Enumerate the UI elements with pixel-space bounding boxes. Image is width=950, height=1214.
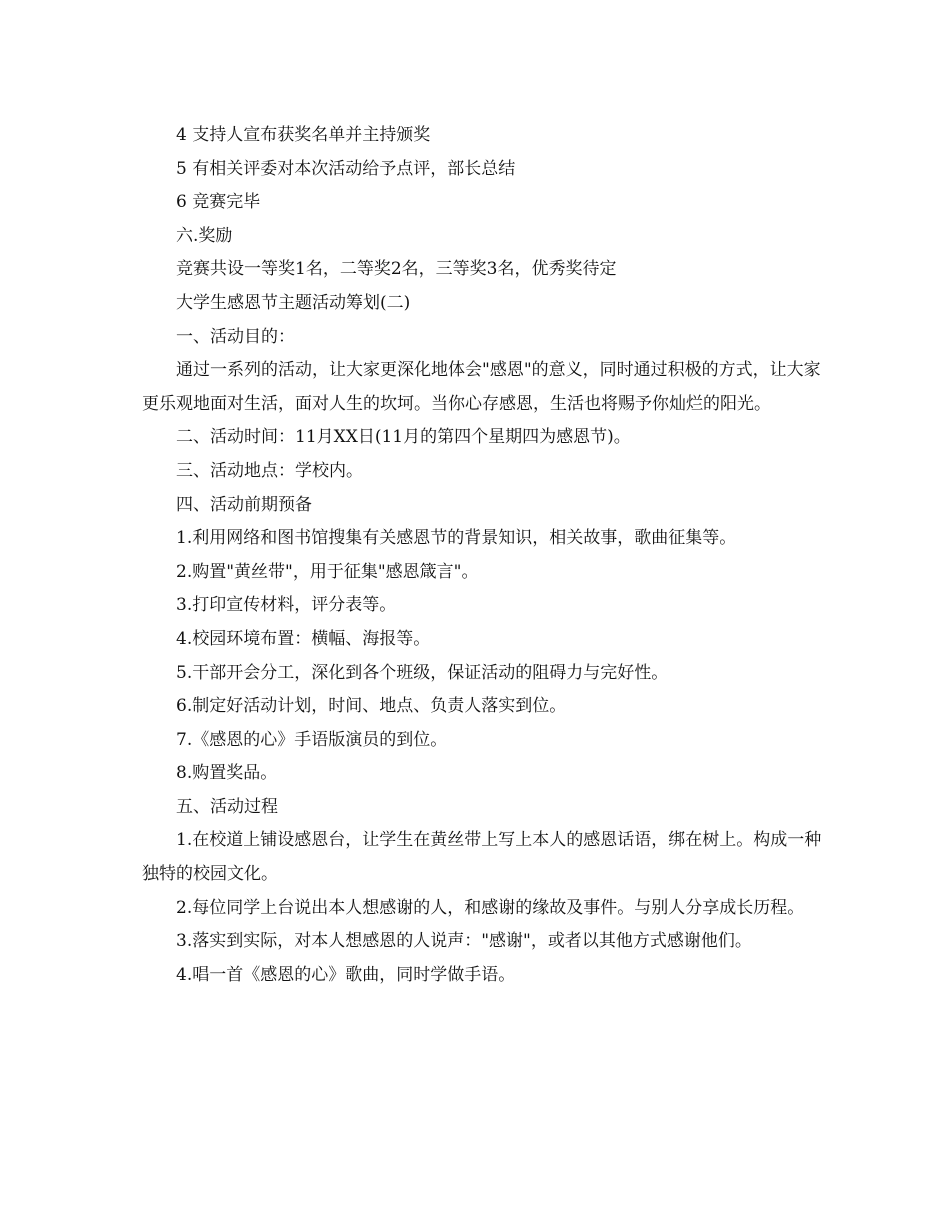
list-item: 6.制定好活动计划，时间、地点、负责人落实到位。 bbox=[176, 696, 567, 717]
heading-activity-process: 五、活动过程 bbox=[176, 796, 278, 817]
list-item: 1.利用网络和图书馆搜集有关感恩节的背景知识，相关故事，歌曲征集等。 bbox=[176, 528, 737, 549]
paragraph-activity-location: 三、活动地点：学校内。 bbox=[176, 460, 363, 481]
paragraph-activity-time: 二、活动时间：11月XX日(11月的第四个星期四为感恩节)。 bbox=[176, 427, 631, 448]
list-item: 4.校园环境布置：横幅、海报等。 bbox=[176, 628, 431, 649]
section-title: 大学生感恩节主题活动筹划(二) bbox=[176, 292, 411, 313]
paragraph-prize-setup: 竞赛共设一等奖1名，二等奖2名，三等奖3名，优秀奖待定 bbox=[176, 259, 617, 280]
list-item: 4.唱一首《感恩的心》歌曲，同时学做手语。 bbox=[176, 964, 516, 985]
list-item: 8.购置奖品。 bbox=[176, 763, 278, 784]
list-item: 1.在校道上铺设感恩台，让学生在黄丝带上写上本人的感恩话语，绑在树上。构成一种独特的校园文化。 bbox=[142, 830, 822, 885]
document-body bbox=[142, 119, 822, 992]
heading-rewards: 六.奖励 bbox=[176, 225, 233, 246]
list-item: 7.《感恩的心》手语版演员的到位。 bbox=[176, 729, 448, 750]
paragraph-judges-comment: 5 有相关评委对本次活动给予点评，部长总结 bbox=[176, 158, 516, 179]
list-item: 3.打印宣传材料，评分表等。 bbox=[176, 595, 397, 616]
paragraph-competition-end: 6 竞赛完毕 bbox=[176, 192, 261, 213]
list-item: 2.购置"黄丝带"，用于征集"感恩箴言"。 bbox=[176, 561, 479, 582]
heading-activity-purpose: 一、活动目的： bbox=[176, 326, 295, 347]
list-item: 3.落实到实际，对本人想感恩的人说声："感谢"，或者以其他方式感谢他们。 bbox=[176, 931, 752, 952]
paragraph-award-announcement: 4 支持人宣布获奖名单并主持颁奖 bbox=[176, 125, 431, 145]
list-item: 5.干部开会分工，深化到各个班级，保证活动的阻碍力与完好性。 bbox=[176, 662, 669, 683]
heading-preparation: 四、活动前期预备 bbox=[176, 494, 312, 515]
paragraph-activity-purpose: 通过一系列的活动，让大家更深化地体会"感恩"的意义，同时通过积极的方式，让大家更乐观地面对生活，面对人生的坎坷。当你心存感恩，生活也将赐予你灿烂的阳光。 bbox=[142, 360, 821, 414]
list-item: 2.每位同学上台说出本人想感谢的人，和感谢的缘故及事件。与别人分享成长历程。 bbox=[176, 897, 805, 918]
